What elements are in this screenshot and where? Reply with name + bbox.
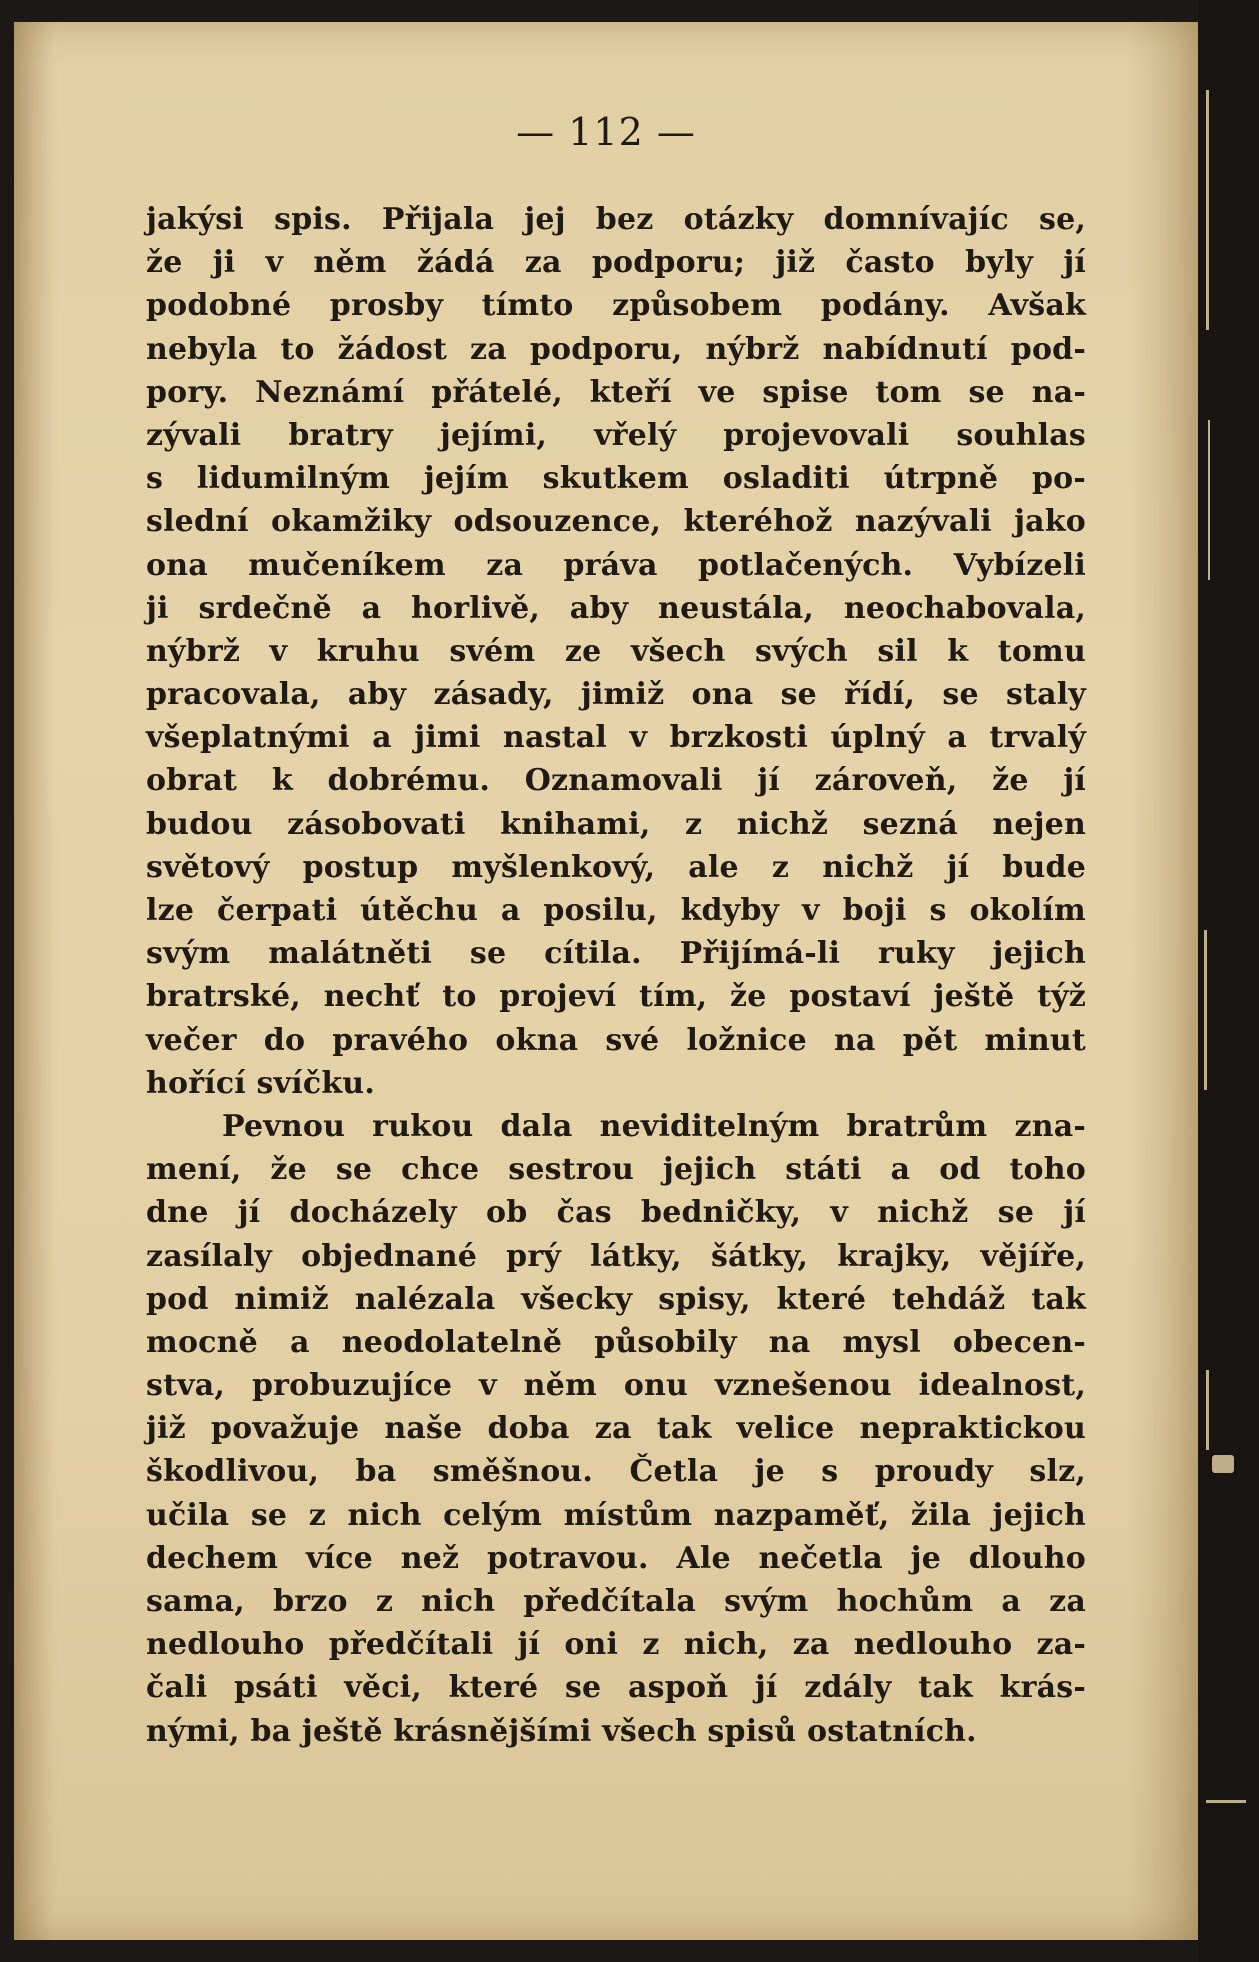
edge-mark <box>1206 90 1209 330</box>
text-line: s lidumilným jejím skutkem osladiti útrpně po- <box>146 461 1086 497</box>
text-line: nými, ba ještě krásnějšími všech spisů ostatních. <box>146 1713 977 1749</box>
text-line: škodlivou, ba směšnou. Četla je s proudy slz, <box>146 1454 1086 1490</box>
text-line: dne jí docházely ob čas bedničky, v nichž se jí <box>146 1195 1086 1231</box>
text-line: učila se z nich celým místům nazpaměť, žila jejich <box>146 1497 1086 1533</box>
edge-mark <box>1212 1455 1234 1473</box>
text-line: mocně a neodolatelně působily na mysl obecen- <box>146 1324 1086 1360</box>
edge-mark <box>1206 1800 1246 1803</box>
edge-mark <box>1204 930 1207 1090</box>
text-line: stva, probuzujíce v něm onu vznešenou idealnost, <box>146 1368 1086 1404</box>
text-line: budou zásobovati knihami, z nichž sezná nejen <box>146 806 1086 842</box>
edge-mark <box>1208 420 1210 580</box>
text-line: všeplatnými a jimi nastal v brzkosti úplný a trvalý <box>146 720 1086 756</box>
text-line: ji srdečně a horlivě, aby neustála, neochabovala, <box>146 590 1086 626</box>
text-line: zasílaly objednané prý látky, šátky, krajky, vějíře, <box>146 1238 1086 1274</box>
text-line: Pevnou rukou dala neviditelným bratrům zna- <box>222 1108 1086 1144</box>
page-number: — 112 — <box>516 110 696 154</box>
text-line: zývali bratry jejími, vřelý projevovali souhlas <box>146 417 1086 453</box>
text-line: světový postup myšlenkový, ale z nichž jí bude <box>146 849 1086 885</box>
text-line: jakýsi spis. Přijala jej bez otázky domnívajíc se, <box>146 202 1086 237</box>
edge-shadow <box>1128 22 1198 1940</box>
text-line: že ji v něm žádá za podporu; již často byly jí <box>146 245 1086 281</box>
body-text <box>146 198 1086 1753</box>
text-line: dechem více než potravou. Ale nečetla je dlouho <box>146 1540 1086 1576</box>
gutter-shadow <box>14 22 54 1940</box>
text-line: pory. Neznámí přátelé, kteří ve spise tom se na- <box>146 374 1086 410</box>
text-line: ona mučeníkem za práva potlačených. Vybízeli <box>146 547 1086 583</box>
text-line: nebyla to žádost za podporu, nýbrž nabídnutí pod- <box>146 331 1086 367</box>
text-line: lze čerpati útěchu a posilu, kdyby v boji s okolím <box>146 893 1086 928</box>
text-line: mení, že se chce sestrou jejich státi a od toho <box>146 1152 1086 1188</box>
text-line: již považuje naše doba za tak velice nepraktickou <box>146 1411 1086 1447</box>
text-line: podobné prosby tímto způsobem podány. Avšak <box>146 288 1086 324</box>
text-line: hořící svíčku. <box>146 1065 375 1101</box>
text-line: bratrské, nechť to projeví tím, že postaví ještě týž <box>146 979 1086 1015</box>
text-line: slední okamžiky odsouzence, kteréhož nazývali jako <box>146 504 1086 540</box>
text-line: svým malátněti se cítila. Přijímá-li ruky jejich <box>146 936 1086 972</box>
text-line: nedlouho předčítali jí oni z nich, za nedlouho za- <box>146 1627 1086 1663</box>
edge-mark <box>1206 1370 1209 1450</box>
text-line: sama, brzo z nich předčítala svým hochům a za <box>146 1584 1086 1619</box>
text-line: večer do pravého okna své ložnice na pět minut <box>146 1022 1086 1058</box>
text-line: pod nimiž nalézala všecky spisy, které tehdáž tak <box>146 1281 1086 1317</box>
book-page <box>14 22 1198 1940</box>
page-edge-stack <box>1198 0 1259 1962</box>
text-line: nýbrž v kruhu svém ze všech svých sil k tomu <box>146 633 1086 669</box>
text-line: obrat k dobrému. Oznamovali jí zároveň, že jí <box>146 763 1086 799</box>
text-line: pracovala, aby zásady, jimiž ona se řídí, se staly <box>146 677 1086 713</box>
text-line: čali psáti věci, které se aspoň jí zdály tak krás- <box>146 1670 1086 1706</box>
